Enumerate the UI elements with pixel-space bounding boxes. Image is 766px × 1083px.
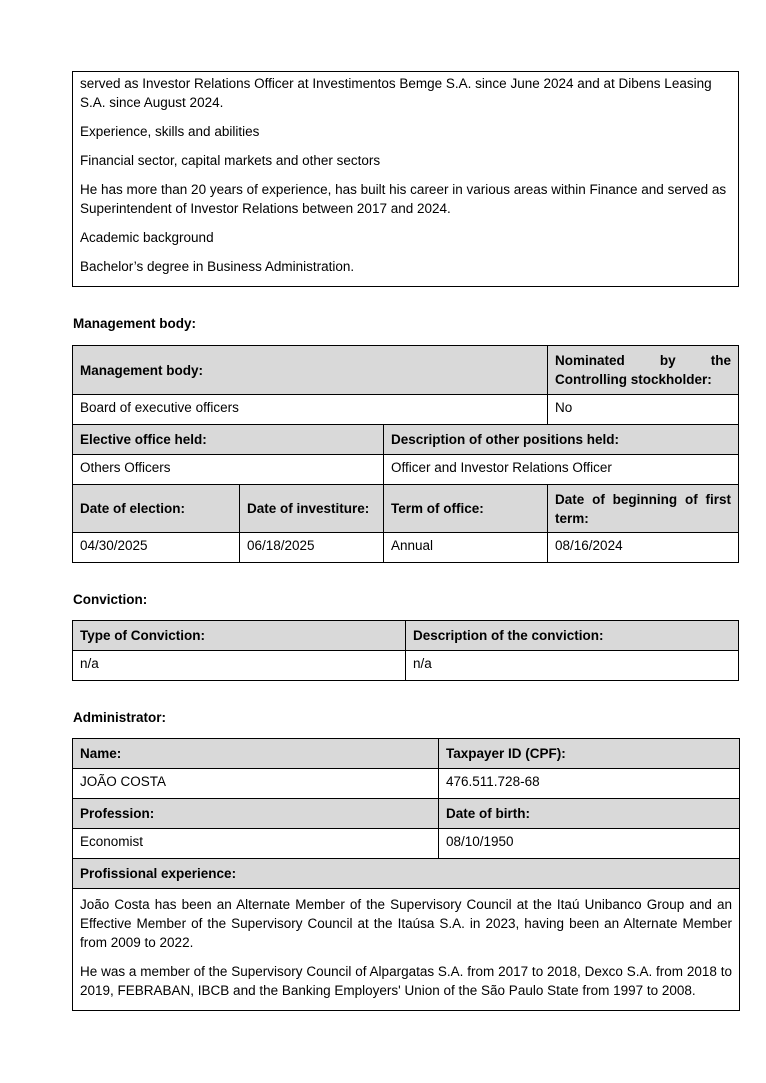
other-positions-value: Officer and Investor Relations Officer <box>384 455 739 485</box>
election-date-label: Date of election: <box>73 485 240 533</box>
taxpayer-id-label: Taxpayer ID (CPF): <box>439 739 740 769</box>
date-of-birth-value: 08/10/1950 <box>439 829 740 859</box>
degree-text: Bachelor’s degree in Business Administration. <box>80 259 355 274</box>
intro-text-box <box>72 71 739 287</box>
nominated-value: No <box>548 395 739 425</box>
conviction-description-label: Description of the conviction: <box>406 621 739 651</box>
term-of-office-value: Annual <box>384 533 548 563</box>
conviction-type-label: Type of Conviction: <box>73 621 406 651</box>
first-term-date-label: Date of beginning of first term: <box>548 485 739 533</box>
date-of-birth-label: Date of birth: <box>439 799 740 829</box>
election-date-value: 04/30/2025 <box>73 533 240 563</box>
professional-experience-cell <box>73 889 740 1011</box>
conviction-table <box>72 620 739 681</box>
administrator-section-title: Administrator: <box>73 710 167 725</box>
management-body-label: Management body: <box>73 346 548 395</box>
academic-heading: Academic background <box>80 230 214 245</box>
management-body-value: Board of executive officers <box>73 395 548 425</box>
experience-heading: Experience, skills and abilities <box>80 124 260 139</box>
profession-value: Economist <box>73 829 439 859</box>
administrator-table <box>72 738 740 1011</box>
management-body-table <box>72 345 739 563</box>
first-term-date-value: 08/16/2024 <box>548 533 739 563</box>
taxpayer-id-value: 476.511.728-68 <box>439 769 740 799</box>
professional-experience-label: Profissional experience: <box>73 859 740 889</box>
sectors-text: Financial sector, capital markets and other sectors <box>80 153 381 168</box>
career-text: He has more than 20 years of experience, has built his career in various areas within Finance and served as Superintendent of Investor Relations between 2017 and 2024. <box>80 182 727 216</box>
conviction-section-title: Conviction: <box>73 592 148 607</box>
name-label: Name: <box>73 739 439 769</box>
experience-paragraph-2: He was a member of the Supervisory Council of Alpargatas S.A. from 2017 to 2018, Dexco S.A. from 2018 to 2019, FEBRABAN, IBCB and the Banking Employers' Union of the São Paulo State from 1997 to 2008. <box>80 964 732 998</box>
experience-paragraph-1: João Costa has been an Alternate Member of the Supervisory Council at the Itaú Unibanco Group and an Effective Member of the Supervisory Council at the Itaúsa S.A. in 2023, having been an Alternate Member from 2009 to 2022. <box>80 897 732 950</box>
other-positions-label: Description of other positions held: <box>384 425 739 455</box>
nominated-label: Nominated by the Controlling stockholder: <box>548 346 739 395</box>
elective-office-label: Elective office held: <box>73 425 384 455</box>
name-value: JOÃO COSTA <box>73 769 439 799</box>
management-section-title: Management body: <box>73 316 197 331</box>
investiture-date-label: Date of investiture: <box>240 485 384 533</box>
elective-office-value: Others Officers <box>73 455 384 485</box>
term-of-office-label: Term of office: <box>384 485 548 533</box>
conviction-type-value: n/a <box>73 651 406 681</box>
investor-relations-text: served as Investor Relations Officer at Investimentos Bemge S.A. since June 2024 and at Dibens Leasing S.A. since August 2024. <box>80 76 712 110</box>
profession-label: Profession: <box>73 799 439 829</box>
investiture-date-value: 06/18/2025 <box>240 533 384 563</box>
conviction-description-value: n/a <box>406 651 739 681</box>
